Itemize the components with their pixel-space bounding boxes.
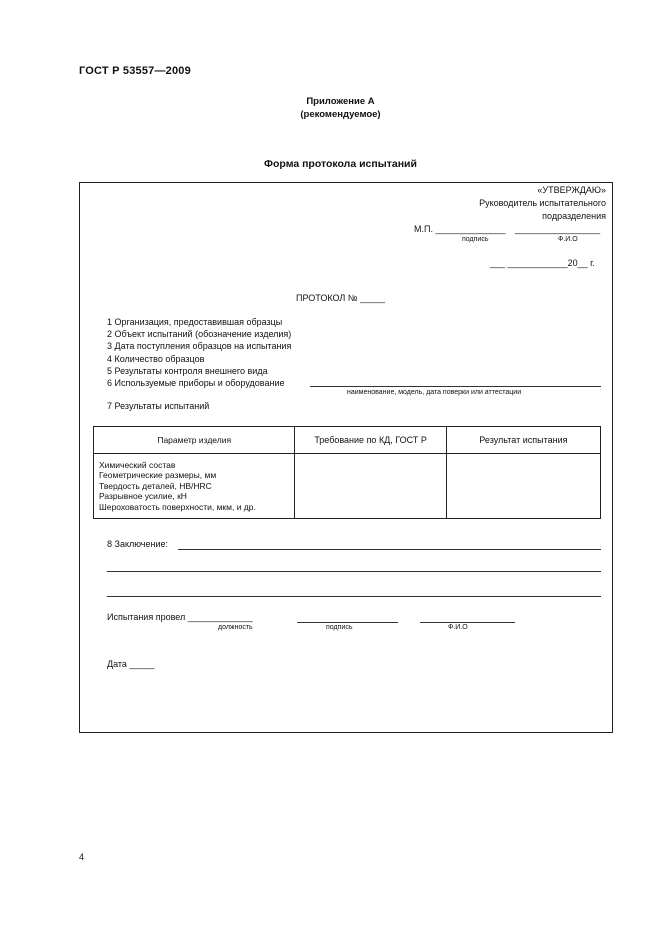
approval-date-field[interactable]: ___ ____________20__ г. [490,258,595,268]
conclusion-line-1[interactable] [178,549,601,550]
conclusion-label: 8 Заключение: [107,539,168,549]
protocol-items-list [107,316,291,389]
standard-number: ГОСТ Р 53557—2009 [79,65,191,77]
table-header-row [94,427,601,454]
approval-line1: Руководитель испытательного [479,198,606,208]
approver-fio-field[interactable]: _________________ [515,224,601,234]
requirement-cell[interactable] [295,454,446,519]
equipment-field-line[interactable] [310,386,601,387]
protocol-item: 5 Результаты контроля внешнего вида [107,365,268,376]
page-number: 4 [79,852,85,862]
result-cell[interactable] [446,454,600,519]
fio-caption: Ф.И.О [558,236,578,243]
parameters-cell [94,454,295,519]
test-results-table [93,426,601,519]
parameter-item: Разрывное усилие, кН [99,491,187,502]
table-row [94,454,601,519]
conclusion-line-2[interactable] [107,571,601,572]
annex-title: Приложение А [306,96,375,107]
conclusion-line-3[interactable] [107,596,601,597]
parameter-item: Шероховатость поверхности, мкм, и др. [99,501,256,512]
protocol-title: ПРОТОКОЛ № _____ [296,293,385,303]
tester-signature-line[interactable] [297,622,398,623]
protocol-item: 3 Дата поступления образцов на испытания [107,341,292,352]
approval-line2: подразделения [542,211,606,221]
protocol-item: 2 Объект испытаний (обозначение изделия) [107,329,292,340]
column-header-requirement: Требование по КД, ГОСТ Р [295,427,446,454]
signature-caption-2: подпись [326,624,353,631]
tester-fio-line[interactable] [420,622,515,623]
protocol-item: 1 Организация, предоставившая образцы [107,317,283,327]
seal-signature-field[interactable]: М.П. ______________ [414,224,506,234]
annex-note: (рекомендуемое) [300,109,381,120]
approval-stamp: «УТВЕРЖДАЮ» [537,185,606,195]
parameter-item: Химический состав [99,460,176,470]
fio-caption-2: Ф.И.О [448,624,468,631]
signature-caption: подпись [462,236,489,243]
form-title: Форма протокола испытаний [264,158,417,170]
tester-position-field[interactable]: Испытания провел _____________ [107,612,253,622]
parameter-item: Геометрические размеры, мм [99,470,217,481]
protocol-item: 6 Используемые приборы и оборудование [107,378,285,389]
column-header-parameter: Параметр изделия [94,427,295,454]
protocol-item: 4 Количество образцов [107,353,205,364]
equipment-caption: наименование, модель, дата поверки или аттестации [347,389,522,396]
column-header-result: Результат испытания [446,427,600,454]
parameter-item: Твердость деталей, HB/HRC [99,480,212,491]
position-caption: должность [218,624,253,631]
protocol-item-7: 7 Результаты испытаний [107,401,210,411]
date-field[interactable]: Дата _____ [107,659,155,669]
